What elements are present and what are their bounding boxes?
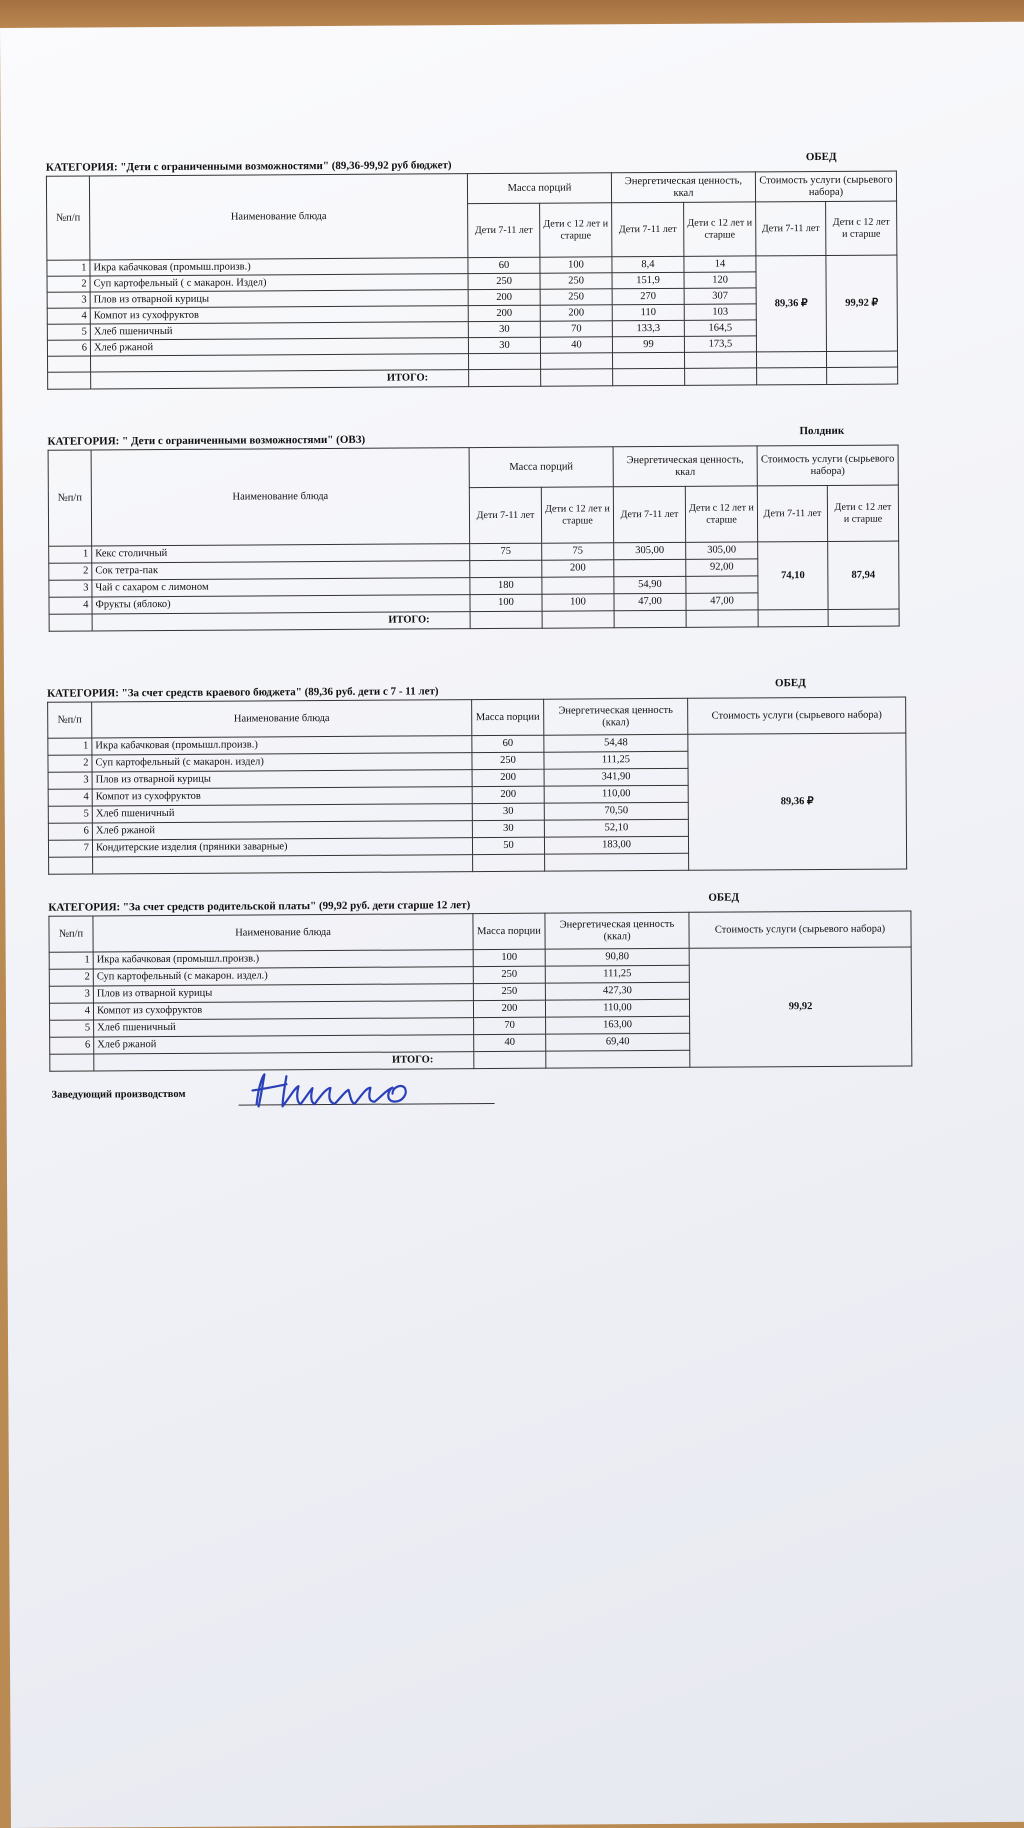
col-header-mass: Масса порции bbox=[473, 913, 545, 949]
row-number: 3 bbox=[49, 986, 93, 1003]
dish-name: Икра кабачковая (промыш.произв.) bbox=[90, 258, 468, 276]
col-header-name: Наименование блюда bbox=[91, 448, 470, 546]
row-number: 2 bbox=[49, 969, 93, 986]
meal-label: ОБЕД bbox=[708, 891, 740, 904]
col-header-cost: Стоимость услуги (сырьевого набора) bbox=[689, 911, 911, 948]
energy-7-11: 99 bbox=[612, 336, 684, 352]
mass-7-11: 30 bbox=[468, 337, 540, 353]
dish-name: Плов из отварной курицы bbox=[92, 770, 472, 789]
col-header-age-12: Дети с 12 лет и старше bbox=[826, 201, 897, 255]
category-title: КАТЕГОРИЯ: "За счет средств краевого бюджета" (89,36 руб. дети с 7 - 11 лет) bbox=[47, 685, 439, 700]
col-header-age-12: Дети с 12 лет и старше bbox=[827, 485, 898, 541]
energy-7-11: 270 bbox=[612, 288, 684, 304]
energy-12: 92,00 bbox=[686, 559, 758, 576]
dish-name: Компот из сухофруктов bbox=[90, 306, 468, 324]
row-number: 6 bbox=[48, 823, 92, 840]
row-number: 2 bbox=[48, 755, 92, 772]
row-number: 4 bbox=[49, 597, 92, 614]
total-label: ИТОГО: bbox=[91, 370, 469, 389]
col-header-mass: Масса порций bbox=[469, 447, 613, 488]
energy-7-11: 8,4 bbox=[612, 256, 684, 272]
mass-7-11: 60 bbox=[468, 257, 540, 273]
energy-7-11: 110 bbox=[612, 304, 684, 320]
col-header-cost: Стоимость услуги (сырьевого набора) bbox=[755, 171, 896, 202]
mass-12: 200 bbox=[542, 560, 614, 577]
row-number: 4 bbox=[47, 308, 90, 324]
row-number: 1 bbox=[49, 546, 92, 563]
cost: 89,36 ₽ bbox=[688, 733, 907, 870]
col-header-age-12: Дети с 12 лет и старше bbox=[540, 203, 612, 257]
col-header-energy: Энергетическая ценность, ккал bbox=[613, 446, 757, 487]
dish-name: Хлеб пшеничный bbox=[94, 1018, 474, 1037]
mass-12: 250 bbox=[540, 273, 612, 289]
energy: 52,10 bbox=[544, 819, 688, 837]
energy: 70,50 bbox=[544, 802, 688, 820]
row-number: 4 bbox=[48, 789, 92, 806]
mass: 250 bbox=[473, 983, 545, 1000]
mass-7-11: 75 bbox=[470, 543, 542, 560]
col-header-num: №п/п bbox=[46, 176, 90, 260]
mass: 30 bbox=[472, 820, 544, 837]
energy-12: 305,00 bbox=[686, 542, 758, 559]
row-number: 1 bbox=[47, 260, 90, 276]
mass-7-11: 250 bbox=[468, 273, 540, 289]
mass: 60 bbox=[472, 735, 544, 752]
mass-12 bbox=[542, 577, 614, 594]
dish-name: Хлеб ржаной bbox=[94, 1035, 474, 1054]
col-header-age-7-11: Дети 7-11 лет bbox=[469, 487, 541, 543]
col-header-name: Наименование блюда bbox=[89, 174, 468, 260]
mass: 200 bbox=[472, 769, 544, 786]
dish-name: Хлеб пшеничный bbox=[92, 804, 472, 823]
row-number: 6 bbox=[50, 1037, 94, 1054]
dish-name: Кекс столичный bbox=[92, 544, 470, 563]
mass: 100 bbox=[473, 949, 545, 966]
col-header-cost: Стоимость услуги (сырьевого набора) bbox=[688, 697, 906, 734]
dish-name: Икра кабачковая (промышл.произв.) bbox=[93, 950, 473, 969]
energy-12: 47,00 bbox=[686, 593, 758, 610]
mass: 200 bbox=[472, 786, 544, 803]
dish-name: Плов из отварной курицы bbox=[90, 290, 468, 308]
col-header-age-7-11: Дети 7-11 лет bbox=[613, 486, 685, 542]
energy: 90,80 bbox=[545, 948, 689, 966]
dish-name: Суп картофельный (с макарон. издел) bbox=[92, 753, 472, 772]
energy-7-11: 133,3 bbox=[612, 320, 684, 336]
dish-name: Сок тетра-пак bbox=[92, 561, 470, 580]
row-number: 3 bbox=[49, 580, 92, 597]
row-number: 1 bbox=[48, 738, 92, 755]
mass: 70 bbox=[474, 1017, 546, 1034]
mass-12: 70 bbox=[540, 321, 612, 337]
col-header-energy: Энергетическая ценность, ккал bbox=[611, 172, 755, 203]
meal-label: Полдник bbox=[799, 424, 845, 438]
col-header-num: №п/п bbox=[49, 916, 93, 952]
col-header-energy: Энергетическая ценность (ккал) bbox=[544, 698, 688, 735]
dish-name: Хлеб пшеничный bbox=[90, 322, 468, 340]
energy-7-11 bbox=[614, 559, 686, 576]
mass: 250 bbox=[472, 752, 544, 769]
col-header-age-7-11: Дети 7-11 лет bbox=[757, 485, 827, 541]
energy-12: 164,5 bbox=[684, 320, 756, 336]
mass: 40 bbox=[474, 1034, 546, 1051]
energy: 69,40 bbox=[546, 1033, 690, 1051]
energy: 111,25 bbox=[544, 751, 688, 769]
dish-name: Плов из отварной курицы bbox=[93, 984, 473, 1003]
row-number: 3 bbox=[48, 772, 92, 789]
energy: 111,25 bbox=[545, 965, 689, 983]
col-header-cost: Стоимость услуги (сырьевого набора) bbox=[757, 445, 898, 486]
energy-12: 120 bbox=[684, 272, 756, 288]
energy-7-11: 47,00 bbox=[614, 593, 686, 610]
cost: 99,92 bbox=[689, 947, 912, 1067]
mass-12: 100 bbox=[542, 594, 614, 611]
col-header-name: Наименование блюда bbox=[93, 914, 473, 952]
energy-7-11: 151,9 bbox=[612, 272, 684, 288]
col-header-age-12: Дети с 12 лет и старше bbox=[685, 486, 757, 542]
col-header-age-7-11: Дети 7-11 лет bbox=[468, 203, 540, 257]
dish-name: Компот из сухофруктов bbox=[93, 1001, 473, 1020]
mass-7-11: 200 bbox=[468, 305, 540, 321]
meal-label: ОБЕД bbox=[805, 150, 837, 164]
row-number: 7 bbox=[48, 840, 92, 857]
col-header-mass: Масса порций bbox=[467, 173, 611, 204]
mass: 200 bbox=[473, 1000, 545, 1017]
mass: 50 bbox=[472, 837, 544, 854]
col-header-name: Наименование блюда bbox=[92, 700, 472, 738]
energy: 341,90 bbox=[544, 768, 688, 786]
col-header-age-12: Дети с 12 лет и старше bbox=[684, 202, 756, 256]
energy-7-11: 305,00 bbox=[614, 542, 686, 559]
col-header-age-7-11: Дети 7-11 лет bbox=[612, 202, 684, 256]
col-header-mass: Масса порции bbox=[472, 699, 544, 735]
col-header-age-12: Дети с 12 лет и старше bbox=[541, 487, 613, 543]
total-label: ИТОГО: bbox=[94, 1052, 474, 1071]
row-number: 2 bbox=[47, 276, 90, 292]
mass-12: 100 bbox=[540, 257, 612, 273]
mass-12: 75 bbox=[542, 543, 614, 560]
energy: 183,00 bbox=[544, 836, 688, 854]
dish-name: Хлеб ржаной bbox=[92, 821, 472, 840]
row-number: 5 bbox=[48, 806, 92, 823]
dish-name: Чай с сахаром с лимоном bbox=[92, 578, 470, 597]
row-number: 4 bbox=[49, 1003, 93, 1020]
cost-7-11: 89,36 ₽ bbox=[756, 255, 827, 351]
mass-7-11 bbox=[470, 560, 542, 577]
col-header-age-7-11: Дети 7-11 лет bbox=[756, 201, 826, 255]
energy-12 bbox=[686, 576, 758, 593]
total-label: ИТОГО: bbox=[92, 612, 470, 631]
col-header-num: №п/п bbox=[48, 450, 92, 546]
cost-12: 87,94 bbox=[828, 541, 899, 609]
menu-table bbox=[48, 910, 912, 1071]
row-number: 5 bbox=[47, 324, 90, 340]
category-title: КАТЕГОРИЯ: " Дети с ограниченными возможностями" (ОВЗ) bbox=[47, 433, 366, 448]
cost-12: 99,92 ₽ bbox=[826, 255, 898, 351]
dish-name: Кондитерские изделия (пряники заварные) bbox=[92, 838, 472, 857]
energy: 427,30 bbox=[545, 982, 689, 1000]
mass-7-11: 100 bbox=[470, 594, 542, 611]
category-title: КАТЕГОРИЯ: "Дети с ограниченными возможностями" (89,36-99,92 руб бюджет) bbox=[45, 159, 452, 174]
dish-name: Фрукты (яблоко) bbox=[92, 595, 470, 614]
mass: 250 bbox=[473, 966, 545, 983]
col-header-num: №п/п bbox=[48, 702, 92, 738]
mass: 30 bbox=[472, 803, 544, 820]
mass-7-11: 200 bbox=[468, 289, 540, 305]
row-number: 5 bbox=[50, 1020, 94, 1037]
mass-12: 250 bbox=[540, 289, 612, 305]
energy: 110,00 bbox=[545, 999, 689, 1017]
dish-name: Компот из сухофруктов bbox=[92, 787, 472, 806]
mass-7-11: 180 bbox=[470, 577, 542, 594]
cost-7-11: 74,10 bbox=[758, 541, 828, 609]
dish-name: Суп картофельный ( с макарон. Издел) bbox=[90, 274, 468, 292]
energy: 54,48 bbox=[544, 734, 688, 752]
col-header-energy: Энергетическая ценность (ккал) bbox=[545, 912, 689, 949]
menu-table bbox=[46, 171, 898, 390]
handwritten-signature bbox=[246, 1065, 466, 1114]
energy-12: 14 bbox=[684, 256, 756, 272]
category-title: КАТЕГОРИЯ: "За счет средств родительской платы" (99,92 руб. дети старше 12 лет) bbox=[48, 899, 471, 914]
signature-label: Заведующий производством bbox=[51, 1088, 186, 1101]
energy-7-11: 54,90 bbox=[614, 576, 686, 593]
row-number: 1 bbox=[49, 952, 93, 969]
mass-7-11: 30 bbox=[468, 321, 540, 337]
row-number: 2 bbox=[49, 563, 92, 580]
energy-12: 103 bbox=[684, 304, 756, 320]
energy: 163,00 bbox=[546, 1016, 690, 1034]
row-number: 6 bbox=[47, 340, 90, 356]
dish-name: Суп картофельный (с макарон. издел.) bbox=[93, 967, 473, 986]
energy-12: 173,5 bbox=[684, 336, 756, 352]
mass-12: 200 bbox=[540, 305, 612, 321]
row-number: 3 bbox=[47, 292, 90, 308]
energy: 110,00 bbox=[544, 785, 688, 803]
mass-12: 40 bbox=[540, 337, 612, 353]
meal-label: ОБЕД bbox=[774, 677, 806, 690]
menu-table bbox=[47, 696, 907, 874]
dish-name: Икра кабачковая (промышл.произв.) bbox=[92, 736, 472, 755]
energy-12: 307 bbox=[684, 288, 756, 304]
menu-table bbox=[48, 445, 900, 632]
dish-name: Хлеб ржаной bbox=[90, 338, 468, 356]
document-sheet bbox=[0, 22, 1024, 1828]
